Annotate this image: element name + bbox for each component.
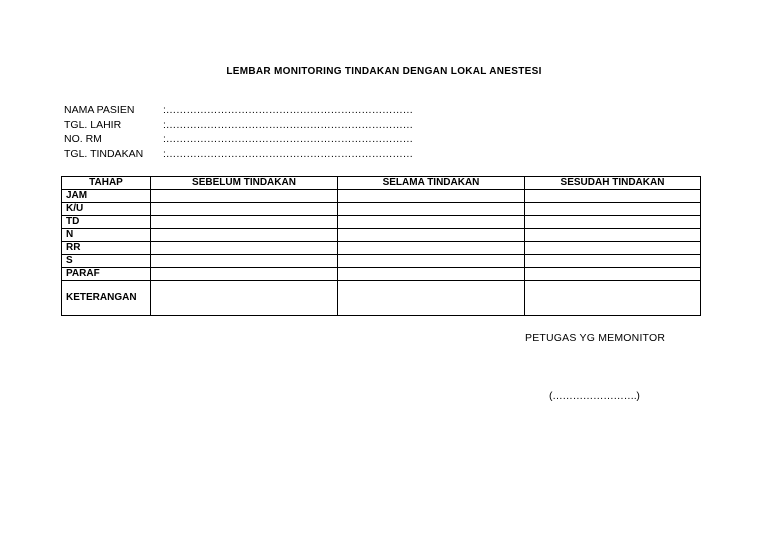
cell-selama[interactable] xyxy=(338,268,525,281)
header-sebelum-tindakan: SEBELUM TINDAKAN xyxy=(151,177,338,190)
cell-selama[interactable] xyxy=(338,216,525,229)
row-label: TD xyxy=(62,216,151,229)
document-title: LEMBAR MONITORING TINDAKAN DENGAN LOKAL ANESTESI xyxy=(226,66,542,77)
row-label: RR xyxy=(62,242,151,255)
cell-selama[interactable] xyxy=(338,281,525,316)
cell-sebelum[interactable] xyxy=(151,255,338,268)
info-row-tgl-tindakan xyxy=(64,147,413,162)
signature-placeholder: (…………………….) xyxy=(549,390,640,402)
row-label: K/U xyxy=(62,203,151,216)
cell-sebelum[interactable] xyxy=(151,229,338,242)
info-row-no-rm xyxy=(64,132,413,147)
info-row-tgl-lahir xyxy=(64,118,413,133)
cell-sesudah[interactable] xyxy=(525,255,701,268)
info-row-nama-pasien xyxy=(64,103,413,118)
cell-sebelum[interactable] xyxy=(151,203,338,216)
patient-info xyxy=(64,103,413,161)
cell-selama[interactable] xyxy=(338,203,525,216)
officer-label: PETUGAS YG MEMONITOR xyxy=(525,332,666,344)
header-sesudah-tindakan: SESUDAH TINDAKAN xyxy=(525,177,701,190)
info-value-field: :……………………………………………………………… xyxy=(163,104,413,116)
cell-sebelum[interactable] xyxy=(151,190,338,203)
cell-sebelum[interactable] xyxy=(151,281,338,316)
info-value-field: :……………………………………………………………… xyxy=(163,118,413,131)
info-label: NAMA PASIEN xyxy=(64,104,135,116)
header-selama-tindakan: SELAMA TINDAKAN xyxy=(338,177,525,190)
cell-sesudah[interactable] xyxy=(525,203,701,216)
row-label: JAM xyxy=(62,190,151,203)
table-row-s xyxy=(62,255,701,268)
cell-sesudah[interactable] xyxy=(525,268,701,281)
row-label: KETERANGAN xyxy=(62,281,151,316)
info-label: NO. RM xyxy=(64,133,102,145)
table-row-keterangan xyxy=(62,281,701,316)
info-label: TGL. LAHIR xyxy=(64,118,122,131)
row-label: PARAF xyxy=(62,268,151,281)
table-header-row xyxy=(62,177,701,190)
cell-sesudah[interactable] xyxy=(525,242,701,255)
row-label: S xyxy=(62,255,151,268)
table-row-paraf xyxy=(62,268,701,281)
table-row-n xyxy=(62,229,701,242)
info-value-field: :……………………………………………………………… xyxy=(163,133,413,145)
row-label: N xyxy=(62,229,151,242)
cell-sesudah[interactable] xyxy=(525,190,701,203)
header-tahap: TAHAP xyxy=(62,177,151,190)
cell-selama[interactable] xyxy=(338,255,525,268)
cell-sebelum[interactable] xyxy=(151,242,338,255)
cell-sesudah[interactable] xyxy=(525,229,701,242)
cell-selama[interactable] xyxy=(338,190,525,203)
monitoring-table xyxy=(61,176,701,316)
table-row-td xyxy=(62,216,701,229)
cell-selama[interactable] xyxy=(338,242,525,255)
table-row-ku xyxy=(62,203,701,216)
info-label: TGL. TINDAKAN xyxy=(64,147,144,160)
cell-sesudah[interactable] xyxy=(525,216,701,229)
cell-sebelum[interactable] xyxy=(151,216,338,229)
cell-selama[interactable] xyxy=(338,229,525,242)
table-row-jam xyxy=(62,190,701,203)
cell-sesudah[interactable] xyxy=(525,281,701,316)
info-value-field: :……………………………………………………………… xyxy=(163,147,413,160)
cell-sebelum[interactable] xyxy=(151,268,338,281)
table-row-rr xyxy=(62,242,701,255)
